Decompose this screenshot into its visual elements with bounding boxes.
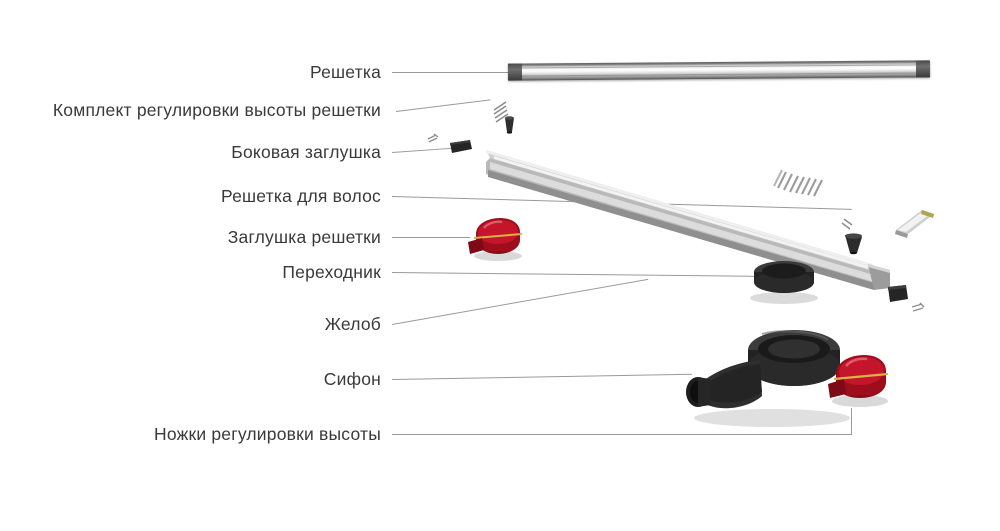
leader-line-grate <box>392 72 510 73</box>
leader-line-legs <box>392 434 852 435</box>
label-channel: Желоб <box>324 314 381 334</box>
spring-coils <box>774 170 822 196</box>
label-adapter: Переходник <box>282 262 381 282</box>
part-grate-plug <box>836 215 870 261</box>
adapter-body <box>754 261 814 293</box>
end-cap-body <box>888 285 908 302</box>
grate-plug-screw <box>842 219 852 229</box>
adapter-shadow <box>750 292 818 304</box>
label-grate-plug: Заглушка решетки <box>227 227 381 247</box>
leg-left-body <box>468 218 522 261</box>
part-end-cap <box>884 281 930 317</box>
part-height-kit <box>488 96 528 140</box>
leg-right-body <box>828 355 888 407</box>
leader-line-height-kit <box>396 99 490 112</box>
grate-cap-right <box>916 60 930 77</box>
label-siphon: Сифон <box>323 369 381 389</box>
label-hair-grate: Решетка для волос <box>221 186 381 206</box>
leader-line-grate-plug <box>392 237 470 238</box>
part-grate <box>508 60 930 80</box>
label-grate: Решетка <box>309 62 381 82</box>
side-cap-screws <box>428 134 438 142</box>
part-leg-right <box>826 348 894 410</box>
end-cap-screws <box>912 303 924 311</box>
hair-grate-body <box>895 210 934 238</box>
part-hair-grate <box>892 204 938 244</box>
side-cap-body <box>450 140 472 153</box>
leader-line-siphon <box>392 374 692 380</box>
siphon-shadow <box>694 409 850 427</box>
label-side-cap: Боковая заглушка <box>231 142 381 162</box>
grate-plug-body <box>845 233 862 254</box>
siphon-body <box>686 330 840 408</box>
part-leg-left <box>466 212 528 264</box>
part-adapter <box>746 258 822 304</box>
height-kit-plug <box>505 116 514 133</box>
label-legs: Ножки регулировки высоты <box>154 424 381 444</box>
grate-cap-left <box>508 64 522 81</box>
grate-body <box>508 60 930 80</box>
label-height-kit: Комплект регулировки высоты решетки <box>52 100 381 120</box>
part-spring-clip <box>772 166 836 198</box>
